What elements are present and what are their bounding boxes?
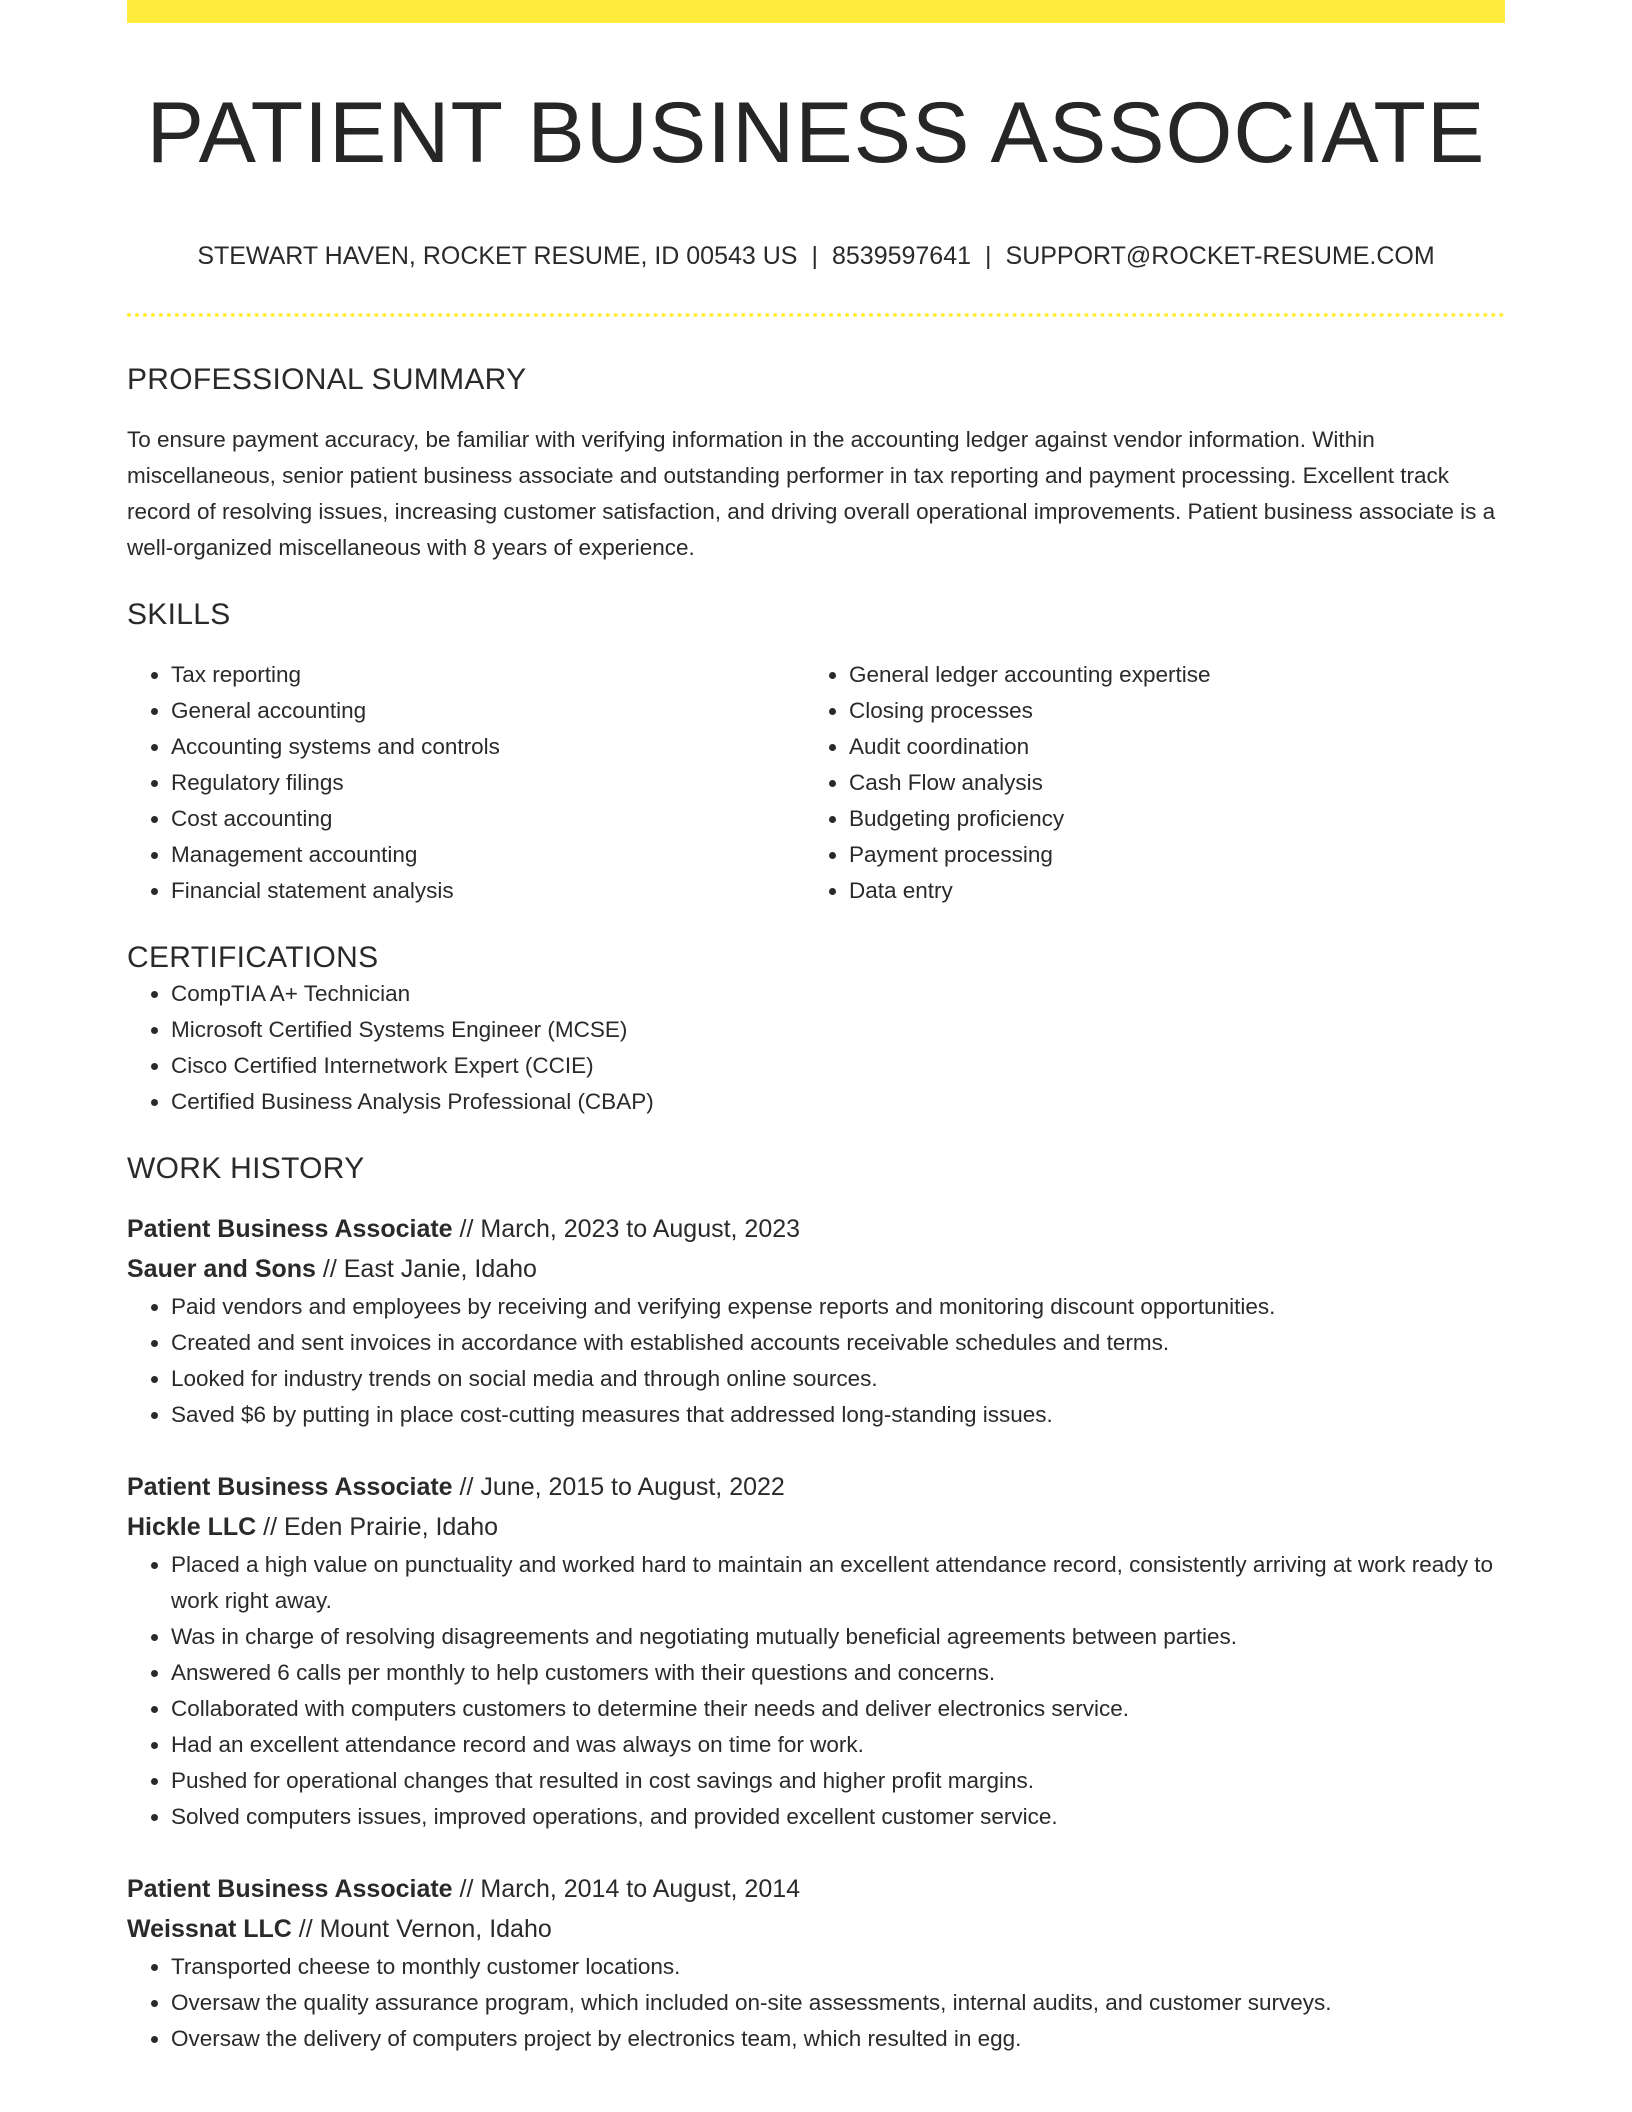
job-location: // Mount Vernon, Idaho: [298, 1915, 552, 1943]
job-bullet: • Oversaw the quality assurance program, which included on-site assessments, internal audits, and customer surveys.: [171, 1985, 1505, 2021]
job-role-line: [127, 1869, 1505, 1909]
certification-item: • Microsoft Certified Systems Engineer (MCSE): [171, 1012, 1505, 1048]
job-bullet: • Looked for industry trends on social media and through online sources.: [171, 1361, 1505, 1397]
skill-item: • Tax reporting: [171, 657, 805, 693]
job-entry: [127, 1467, 1505, 1835]
job-bullet: • Answered 6 calls per monthly to help customers with their questions and concerns.: [171, 1655, 1505, 1691]
certification-item: • CompTIA A+ Technician: [171, 976, 1505, 1012]
certification-item: • Certified Business Analysis Professional (CBAP): [171, 1084, 1505, 1120]
job-company-line: [127, 1909, 1505, 1949]
skills-heading: SKILLS: [127, 598, 231, 631]
resume-title: PATIENT BUSINESS ASSOCIATE: [146, 85, 1486, 181]
job-bullet: • Pushed for operational changes that resulted in cost savings and higher profit margins.: [171, 1763, 1505, 1799]
work-history-heading: WORK HISTORY: [127, 1152, 365, 1185]
summary-text: To ensure payment accuracy, be familiar with verifying information in the accounting ledger against vendor information. Within miscellaneous, senior patient business associate and outstanding performer in tax reporting and payment processing. Excellent track record of resolving issues, increasing customer satisfaction, and driving overall operational improvements. Patient business associate is a well-organized miscellaneous with 8 years of experience.: [127, 427, 1496, 560]
skills-column-left: [127, 657, 805, 909]
certifications-heading: CERTIFICATIONS: [127, 941, 379, 974]
skill-item: • General accounting: [171, 693, 805, 729]
contact-line: [127, 241, 1505, 271]
job-role: Patient Business Associate: [127, 1473, 453, 1501]
certification-item: • Cisco Certified Internetwork Expert (CCIE): [171, 1048, 1505, 1084]
top-accent-bar: [127, 0, 1505, 23]
job-bullet: • Had an excellent attendance record and was always on time for work.: [171, 1727, 1505, 1763]
job-bullet: • Paid vendors and employees by receiving and verifying expense reports and monitoring discount opportunities.: [171, 1289, 1505, 1325]
job-entry: [127, 1869, 1505, 2057]
job-company: Hickle LLC: [127, 1513, 257, 1541]
job-company: Weissnat LLC: [127, 1915, 292, 1943]
resume-page: [127, 0, 1505, 2057]
job-role: Patient Business Associate: [127, 1875, 453, 1903]
job-role: Patient Business Associate: [127, 1215, 453, 1243]
job-bullet: • Placed a high value on punctuality and worked hard to maintain an excellent attendance record, consistently arriving at work ready to work right away.: [171, 1547, 1505, 1619]
job-location: // East Janie, Idaho: [322, 1255, 537, 1283]
skill-item: • Financial statement analysis: [171, 873, 805, 909]
skill-item: • Payment processing: [849, 837, 1483, 873]
job-bullet: • Transported cheese to monthly customer locations.: [171, 1949, 1505, 1985]
skills-list-left: [127, 657, 805, 909]
job-company-line: [127, 1249, 1505, 1289]
skill-item: • Data entry: [849, 873, 1483, 909]
job-role-line: [127, 1209, 1505, 1249]
job-bullet: • Solved computers issues, improved operations, and provided excellent customer service.: [171, 1799, 1505, 1835]
skill-item: • Budgeting proficiency: [849, 801, 1483, 837]
skill-item: • Accounting systems and controls: [171, 729, 805, 765]
job-location: // Eden Prairie, Idaho: [263, 1513, 499, 1541]
skill-item: • Regulatory filings: [171, 765, 805, 801]
skill-item: • Management accounting: [171, 837, 805, 873]
contact-separator: |: [985, 242, 992, 270]
job-dates: // March, 2023 to August, 2023: [459, 1215, 801, 1243]
job-bullets: [127, 1289, 1505, 1433]
contact-email[interactable]: SUPPORT@ROCKET-RESUME.COM: [1005, 242, 1435, 270]
job-bullet: • Created and sent invoices in accordance with established accounts receivable schedules and terms.: [171, 1325, 1505, 1361]
skill-item: • Cash Flow analysis: [849, 765, 1483, 801]
contact-address: STEWART HAVEN, ROCKET RESUME, ID 00543 US: [197, 242, 798, 270]
skill-item: • Closing processes: [849, 693, 1483, 729]
summary-heading: PROFESSIONAL SUMMARY: [127, 363, 527, 396]
job-bullets: [127, 1949, 1505, 2057]
dotted-divider: [127, 313, 1505, 317]
skill-item: • Audit coordination: [849, 729, 1483, 765]
contact-separator: |: [811, 242, 818, 270]
job-bullet: • Saved $6 by putting in place cost-cutting measures that addressed long-standing issues.: [171, 1397, 1505, 1433]
skill-item: • Cost accounting: [171, 801, 805, 837]
skill-item: • General ledger accounting expertise: [849, 657, 1483, 693]
job-company: Sauer and Sons: [127, 1255, 316, 1283]
skills-column-right: [805, 657, 1483, 909]
skills-columns: [127, 657, 1505, 909]
job-dates: // March, 2014 to August, 2014: [459, 1875, 801, 1903]
job-bullet: • Collaborated with computers customers to determine their needs and deliver electronics service.: [171, 1691, 1505, 1727]
job-bullet: • Was in charge of resolving disagreements and negotiating mutually beneficial agreements between parties.: [171, 1619, 1505, 1655]
job-role-line: [127, 1467, 1505, 1507]
job-entry: [127, 1209, 1505, 1433]
certifications-list: [127, 976, 1505, 1120]
job-company-line: [127, 1507, 1505, 1547]
contact-phone[interactable]: 8539597641: [831, 242, 972, 270]
job-dates: // June, 2015 to August, 2022: [459, 1473, 785, 1501]
skills-list-right: [805, 657, 1483, 909]
job-bullets: [127, 1547, 1505, 1835]
job-bullet: • Oversaw the delivery of computers project by electronics team, which resulted in egg.: [171, 2021, 1505, 2057]
